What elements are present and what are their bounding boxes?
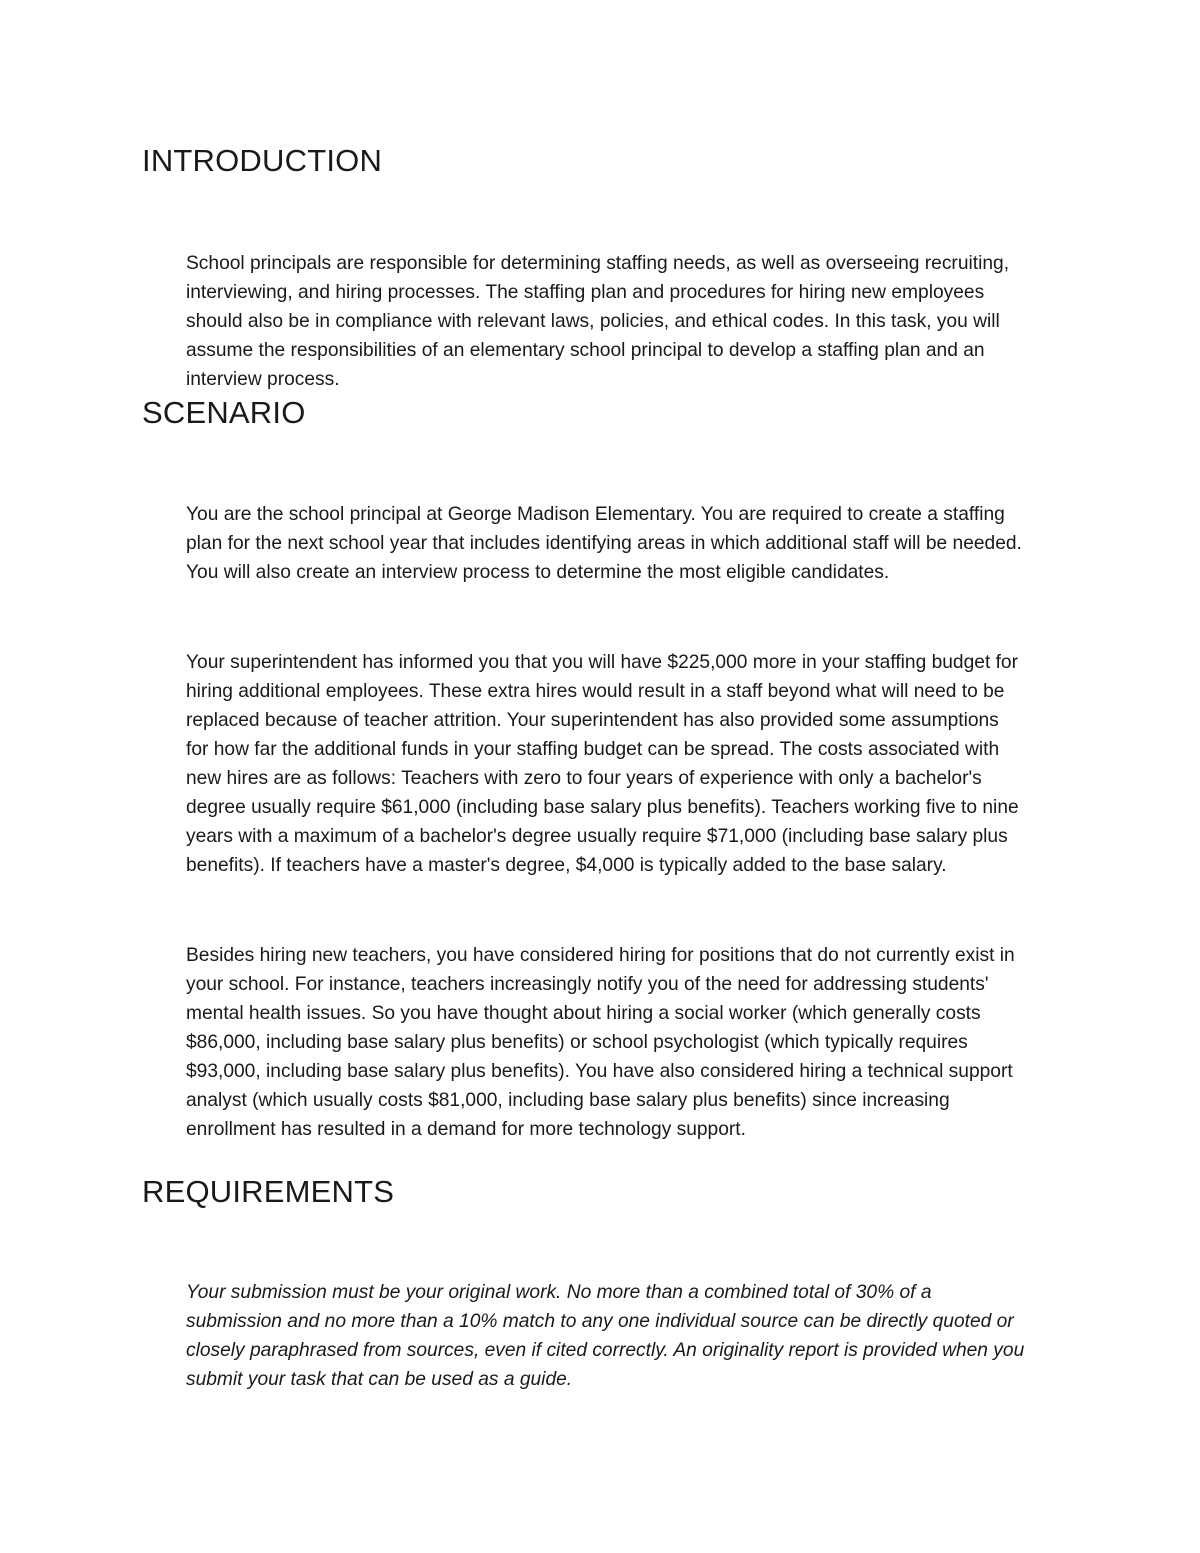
requirements-heading: REQUIREMENTS bbox=[142, 1174, 395, 1209]
introduction-heading: INTRODUCTION bbox=[142, 143, 383, 178]
scenario-paragraph-1: You are the school principal at George Madison Elementary. You are required to create a staffing plan for the next school year that includes identifying areas in which additional staff will be needed. You will also create an interview process to determine the most eligible candidates. bbox=[186, 504, 1022, 583]
introduction-paragraph: School principals are responsible for determining staffing needs, as well as overseeing recruiting, interviewing, and hiring processes. The staffing plan and procedures for hiring new employees should also be in compliance with relevant laws, policies, and ethical codes. In this task, you will assume the responsibilities of an elementary school principal to develop a staffing plan and an interview process. bbox=[186, 253, 1010, 390]
scenario-heading: SCENARIO bbox=[142, 395, 306, 430]
scenario-paragraph-2: Your superintendent has informed you that you will have $225,000 more in your staffing budget for hiring additional employees. These extra hires would result in a staff beyond what will need to be replaced because of teacher attrition. Your superintendent has also provided some assumptions for how far the additional funds in your staffing budget can be spread. The costs associated with new hires are as follows: Teachers with zero to four years of experience with only a bachelor's degree usually require $61,000 (including base salary plus benefits). Teachers working five to nine years with a maximum of a bachelor's degree usually require $71,000 (including base salary plus benefits). If teachers have a master's degree, $4,000 is typically added to the base salary. bbox=[186, 652, 1019, 876]
scenario-paragraph-3: Besides hiring new teachers, you have considered hiring for positions that do not currently exist in your school. For instance, teachers increasingly notify you of the need for addressing students' mental health issues. So you have thought about hiring a social worker (which generally costs $86,000, including base salary plus benefits) or school psychologist (which typically requires $93,000, including base salary plus benefits). You have also considered hiring a technical support analyst (which usually costs $81,000, including base salary plus benefits) since increasing enrollment has resulted in a demand for more technology support. bbox=[186, 945, 1015, 1140]
requirements-paragraph: Your submission must be your original work. No more than a combined total of 30% of a submission and no more than a 10% match to any one individual source can be directly quoted or closely paraphrased from sources, even if cited correctly. An originality report is provided when you submit your task that can be used as a guide. bbox=[186, 1282, 1025, 1390]
